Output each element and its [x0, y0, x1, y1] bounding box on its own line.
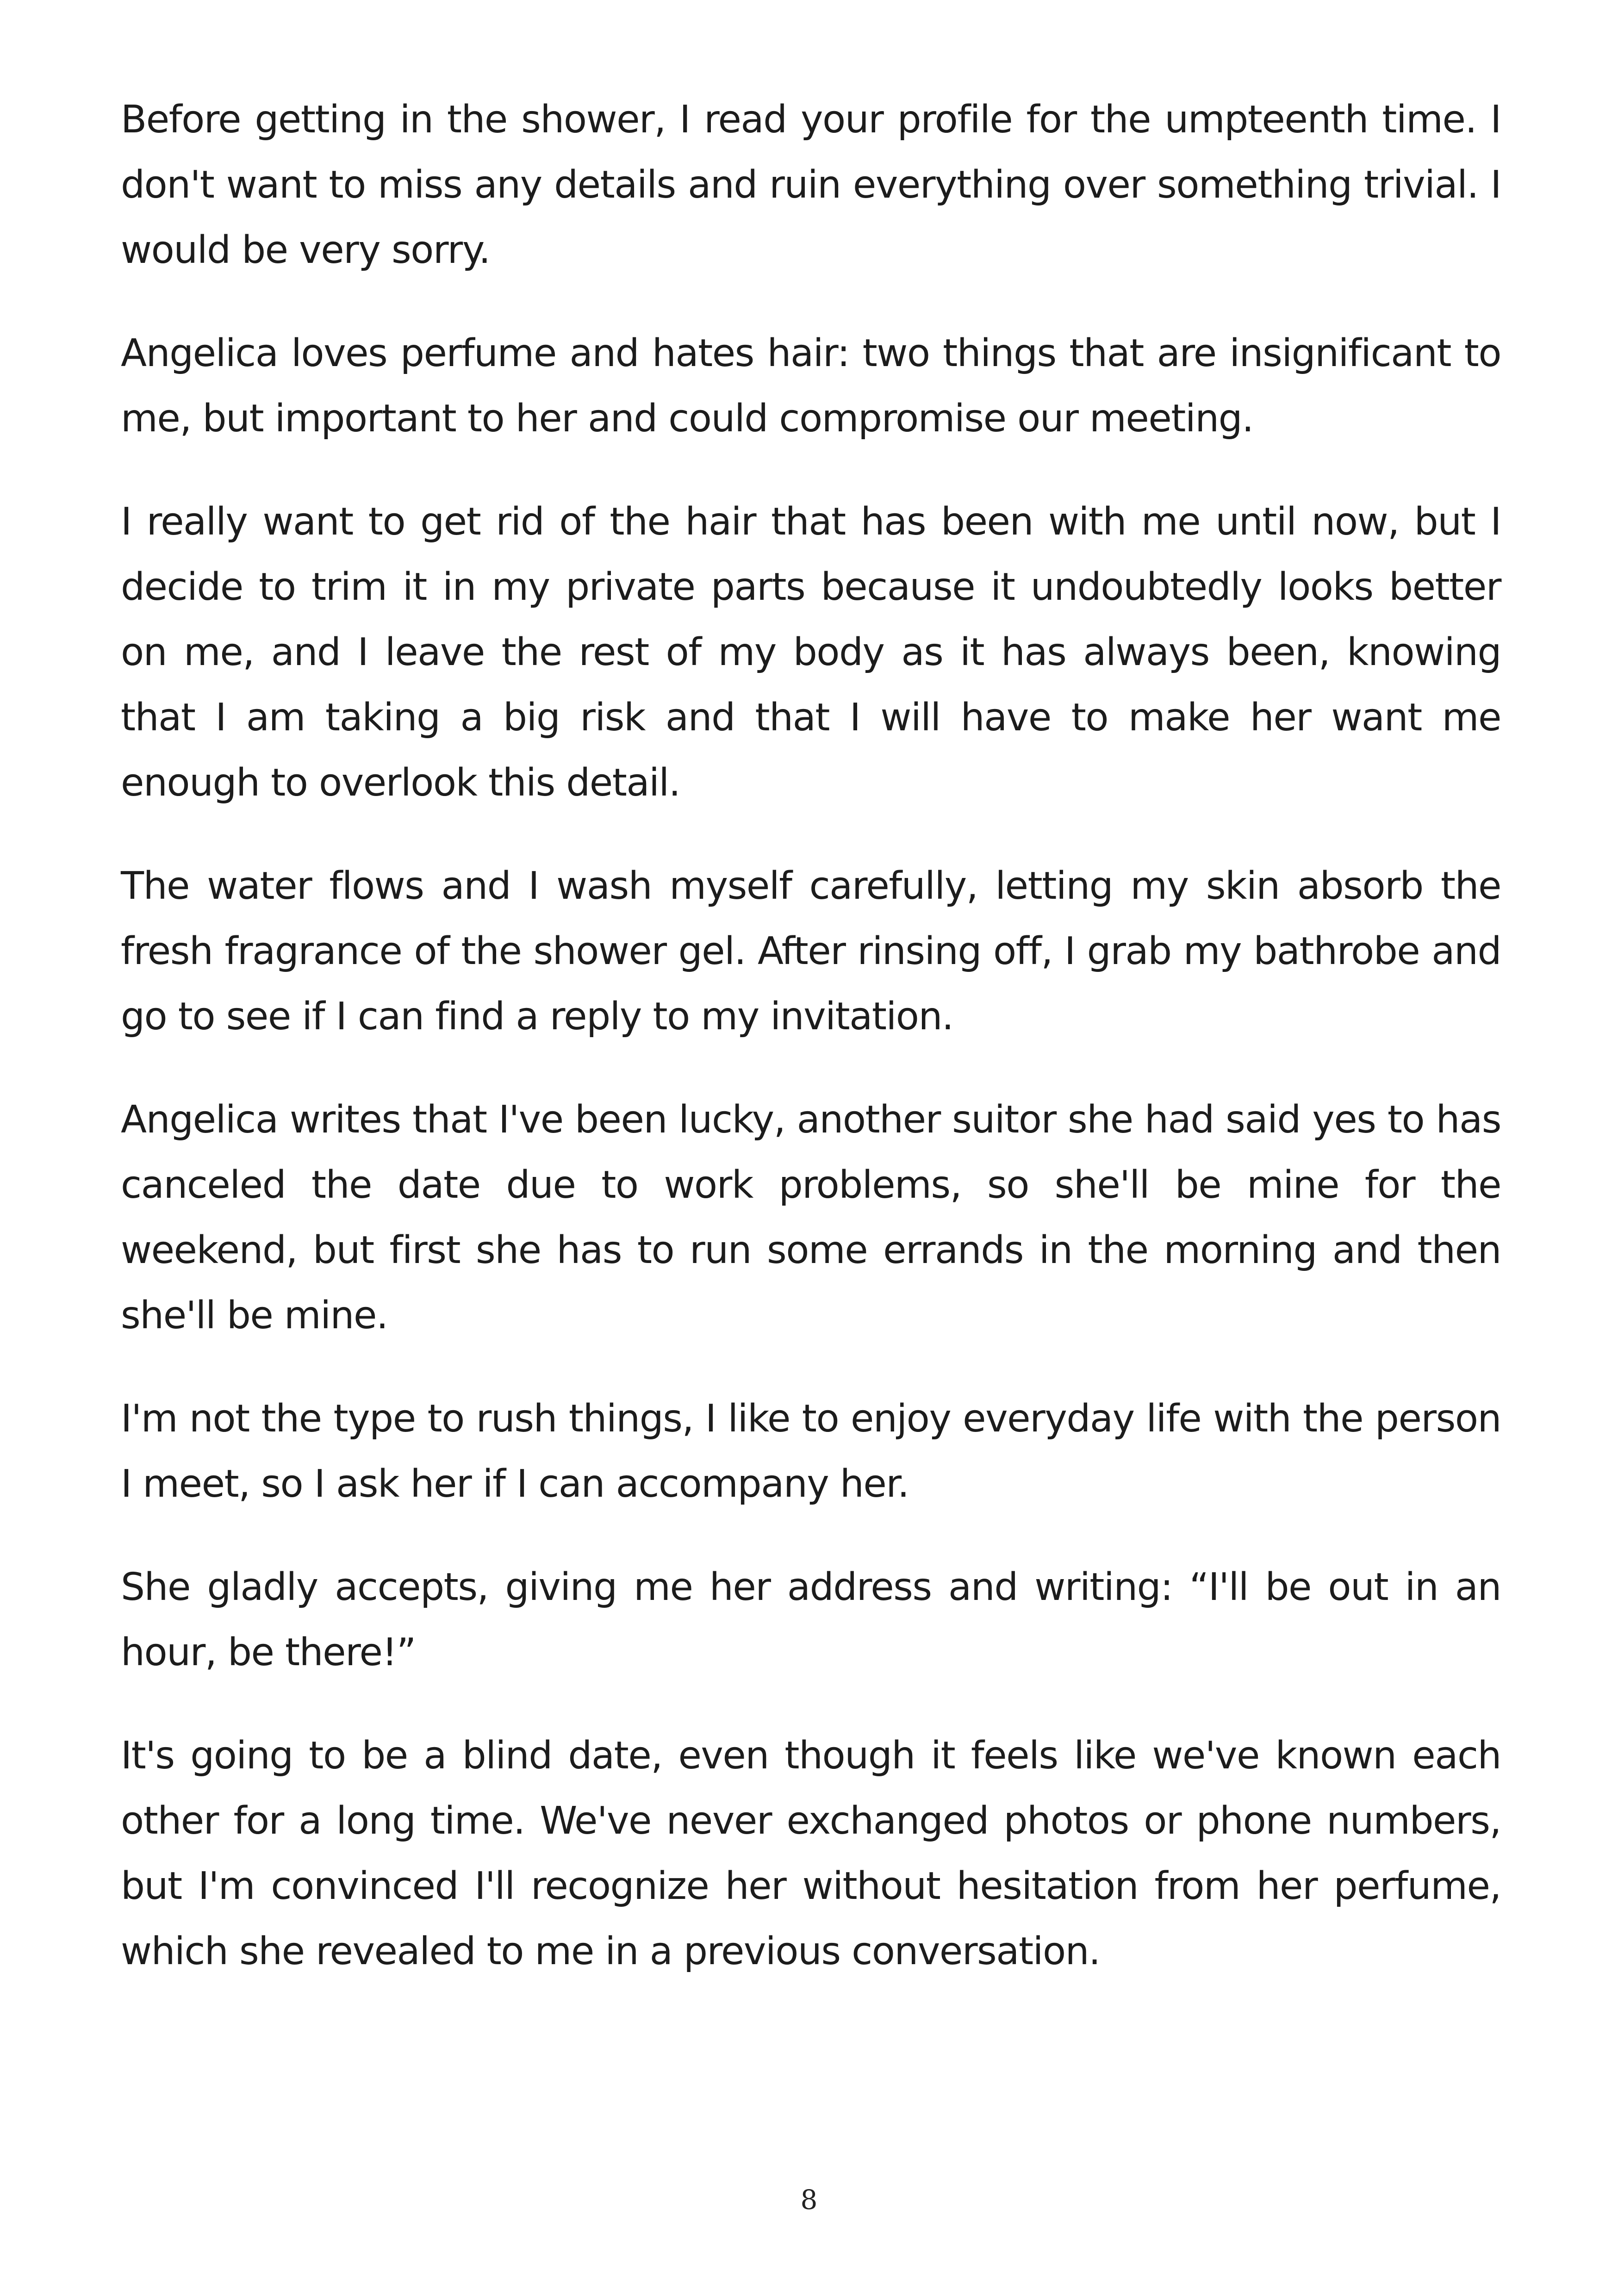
- paragraph-3: I really want to get rid of the hair that has been with me until now, but I decide to trim it in my private parts because it undoubtedly looks better on me, and I leave the rest of my body as it has always been, knowing that I am taking a big risk and that I will have to make her want me enough to overlook this detail.: [121, 500, 1501, 805]
- body-text: [121, 87, 1501, 2022]
- paragraph-2: Angelica loves perfume and hates hair: two things that are insignificant to me, but important to her and could compromise our meeting.: [121, 331, 1501, 441]
- paragraph-6: I'm not the type to rush things, I like to enjoy everyday life with the person I meet, so I ask her if I can accompany her.: [121, 1397, 1501, 1506]
- paragraph-4: The water flows and I wash myself carefully, letting my skin absorb the fresh fragrance of the shower gel. After rinsing off, I grab my bathrobe and go to see if I can find a reply to my invitation.: [121, 864, 1501, 1039]
- page-number: 8: [800, 2184, 818, 2215]
- paragraph-7: She gladly accepts, giving me her address and writing: “I'll be out in an hour, be there!”: [121, 1565, 1501, 1674]
- paragraph-5: Angelica writes that I've been lucky, another suitor she had said yes to has canceled the date due to work problems, so she'll be mine for the weekend, but first she has to run some errands in the morning and then she'll be mine.: [121, 1098, 1501, 1338]
- paragraph-1: Before getting in the shower, I read your profile for the umpteenth time. I don't want to miss any details and ruin everything over something trivial. I would be very sorry.: [121, 98, 1501, 272]
- paragraph-8: It's going to be a blind date, even though it feels like we've known each other for a long time. We've never exchanged photos or phone numbers, but I'm convinced I'll recognize her without hesitation from her perfume, which she revealed to me in a previous conversation.: [121, 1734, 1501, 1973]
